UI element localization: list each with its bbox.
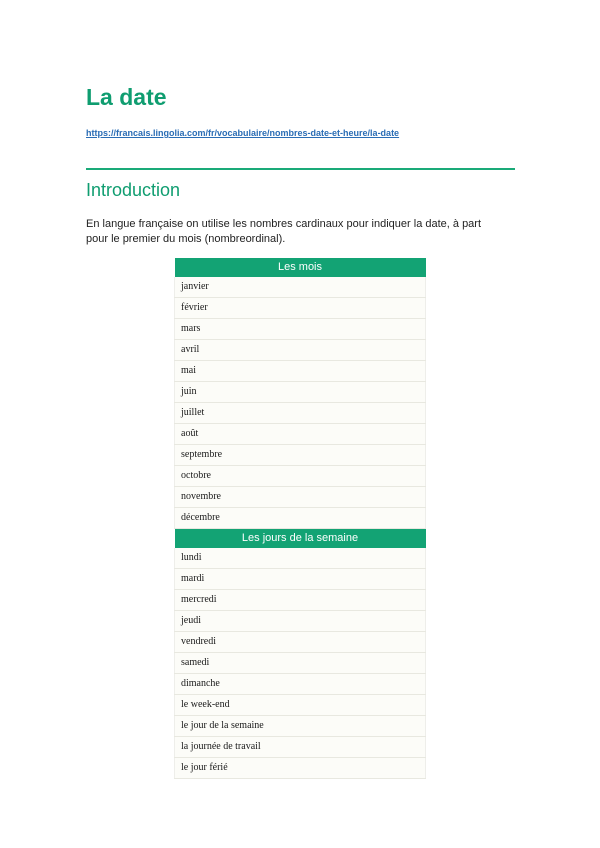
table-row <box>175 758 426 779</box>
month-item: décembre <box>175 508 426 529</box>
day-item: le jour de la semaine <box>175 716 426 737</box>
table-row <box>175 695 426 716</box>
table-row <box>175 403 426 424</box>
month-item: juillet <box>175 403 426 424</box>
day-item: lundi <box>175 548 426 569</box>
table-row <box>175 424 426 445</box>
table-row <box>175 508 426 529</box>
months-header-row <box>175 258 426 277</box>
month-item: avril <box>175 340 426 361</box>
months-header: Les mois <box>175 258 426 277</box>
month-item: juin <box>175 382 426 403</box>
table-row <box>175 632 426 653</box>
day-item: le jour férié <box>175 758 426 779</box>
table-row <box>175 445 426 466</box>
month-item: février <box>175 298 426 319</box>
month-item: août <box>175 424 426 445</box>
intro-paragraph: En langue française on utilise les nombres cardinaux pour indiquer la date, à part pour le premier du mois (nombreordinal). <box>86 218 482 245</box>
day-item: mardi <box>175 569 426 590</box>
page-title: La date <box>86 84 167 110</box>
table-row <box>175 319 426 340</box>
days-header-row <box>175 529 426 549</box>
day-item: dimanche <box>175 674 426 695</box>
month-item: septembre <box>175 445 426 466</box>
table-row <box>175 569 426 590</box>
day-item: mercredi <box>175 590 426 611</box>
month-item: janvier <box>175 277 426 298</box>
day-item: samedi <box>175 653 426 674</box>
table-row <box>175 487 426 508</box>
table-row <box>175 382 426 403</box>
section-title: Introduction <box>86 180 181 200</box>
month-item: octobre <box>175 466 426 487</box>
days-header: Les jours de la semaine <box>175 529 426 549</box>
table-row <box>175 340 426 361</box>
section-divider <box>86 168 515 170</box>
month-item: novembre <box>175 487 426 508</box>
day-item: la journée de travail <box>175 737 426 758</box>
table-row <box>175 611 426 632</box>
month-item: mars <box>175 319 426 340</box>
vocabulary-table <box>174 258 426 779</box>
table-row <box>175 674 426 695</box>
table-row <box>175 361 426 382</box>
table-row <box>175 716 426 737</box>
month-item: mai <box>175 361 426 382</box>
table-row <box>175 590 426 611</box>
table-row <box>175 653 426 674</box>
day-item: le week-end <box>175 695 426 716</box>
table-row <box>175 548 426 569</box>
day-item: jeudi <box>175 611 426 632</box>
table-row <box>175 466 426 487</box>
table-row <box>175 737 426 758</box>
table-row <box>175 298 426 319</box>
table-row <box>175 277 426 298</box>
source-link[interactable]: https://francais.lingolia.com/fr/vocabulaire/nombres-date-et-heure/la-date <box>86 128 400 138</box>
day-item: vendredi <box>175 632 426 653</box>
